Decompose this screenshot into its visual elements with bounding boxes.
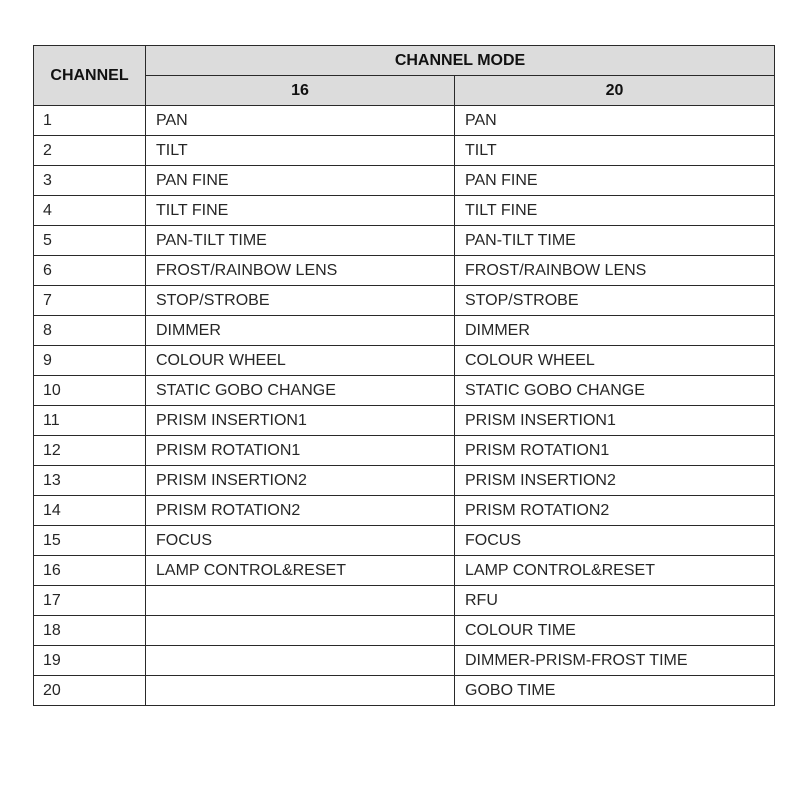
table-row <box>34 466 775 496</box>
mode-20-function-cell: TILT FINE <box>455 196 775 226</box>
mode-20-function-cell: FOCUS <box>455 526 775 556</box>
channel-number-cell: 14 <box>34 496 146 526</box>
mode-16-function-cell <box>146 616 455 646</box>
table-row <box>34 136 775 166</box>
mode-16-function-cell: FOCUS <box>146 526 455 556</box>
table-row <box>34 166 775 196</box>
channel-number-cell: 5 <box>34 226 146 256</box>
channel-number-cell: 20 <box>34 676 146 706</box>
mode-16-function-cell: PAN <box>146 106 455 136</box>
mode-20-function-cell: STATIC GOBO CHANGE <box>455 376 775 406</box>
table-row <box>34 226 775 256</box>
mode-16-function-cell: PRISM INSERTION1 <box>146 406 455 436</box>
table-row <box>34 346 775 376</box>
mode-16-function-cell: STOP/STROBE <box>146 286 455 316</box>
mode-20-function-cell: PRISM ROTATION1 <box>455 436 775 466</box>
dmx-channel-table <box>33 45 775 706</box>
mode-16-function-cell <box>146 646 455 676</box>
table-row <box>34 646 775 676</box>
table-row <box>34 556 775 586</box>
mode-20-function-cell: STOP/STROBE <box>455 286 775 316</box>
channel-column-header: CHANNEL <box>34 46 146 106</box>
channel-number-cell: 1 <box>34 106 146 136</box>
mode-20-function-cell: COLOUR WHEEL <box>455 346 775 376</box>
table-row <box>34 436 775 466</box>
mode-16-function-cell: TILT FINE <box>146 196 455 226</box>
table-body <box>34 106 775 706</box>
table-row <box>34 256 775 286</box>
mode-20-function-cell: PRISM INSERTION2 <box>455 466 775 496</box>
table-row <box>34 196 775 226</box>
header-row-modes <box>34 76 775 106</box>
mode-16-function-cell <box>146 676 455 706</box>
mode-20-function-cell: PRISM INSERTION1 <box>455 406 775 436</box>
mode-20-function-cell: PAN FINE <box>455 166 775 196</box>
table-row <box>34 616 775 646</box>
channel-number-cell: 11 <box>34 406 146 436</box>
mode-20-function-cell: GOBO TIME <box>455 676 775 706</box>
mode-16-function-cell: DIMMER <box>146 316 455 346</box>
mode-20-function-cell: DIMMER <box>455 316 775 346</box>
table-row <box>34 316 775 346</box>
mode-20-function-cell: RFU <box>455 586 775 616</box>
mode-16-function-cell: LAMP CONTROL&RESET <box>146 556 455 586</box>
channel-number-cell: 16 <box>34 556 146 586</box>
channel-number-cell: 10 <box>34 376 146 406</box>
table-row <box>34 406 775 436</box>
table-row <box>34 376 775 406</box>
table-header <box>34 46 775 106</box>
channel-number-cell: 19 <box>34 646 146 676</box>
channel-number-cell: 18 <box>34 616 146 646</box>
channel-number-cell: 9 <box>34 346 146 376</box>
mode-20-function-cell: PRISM ROTATION2 <box>455 496 775 526</box>
mode-16-function-cell <box>146 586 455 616</box>
channel-number-cell: 4 <box>34 196 146 226</box>
table-row <box>34 676 775 706</box>
mode-16-function-cell: PAN FINE <box>146 166 455 196</box>
mode-20-function-cell: TILT <box>455 136 775 166</box>
channel-number-cell: 15 <box>34 526 146 556</box>
mode-16-function-cell: TILT <box>146 136 455 166</box>
table-row <box>34 586 775 616</box>
channel-number-cell: 3 <box>34 166 146 196</box>
mode-20-function-cell: COLOUR TIME <box>455 616 775 646</box>
mode-16-function-cell: FROST/RAINBOW LENS <box>146 256 455 286</box>
mode-16-function-cell: STATIC GOBO CHANGE <box>146 376 455 406</box>
table-row <box>34 496 775 526</box>
table-row <box>34 286 775 316</box>
mode-20-function-cell: DIMMER-PRISM-FROST TIME <box>455 646 775 676</box>
table-row <box>34 106 775 136</box>
mode-20-header: 20 <box>455 76 775 106</box>
mode-20-function-cell: LAMP CONTROL&RESET <box>455 556 775 586</box>
mode-16-function-cell: PRISM ROTATION1 <box>146 436 455 466</box>
mode-16-function-cell: PRISM ROTATION2 <box>146 496 455 526</box>
channel-number-cell: 7 <box>34 286 146 316</box>
mode-16-header: 16 <box>146 76 455 106</box>
channel-number-cell: 2 <box>34 136 146 166</box>
mode-20-function-cell: PAN <box>455 106 775 136</box>
mode-20-function-cell: FROST/RAINBOW LENS <box>455 256 775 286</box>
channel-number-cell: 12 <box>34 436 146 466</box>
mode-16-function-cell: PRISM INSERTION2 <box>146 466 455 496</box>
mode-16-function-cell: PAN-TILT TIME <box>146 226 455 256</box>
channel-number-cell: 13 <box>34 466 146 496</box>
header-row-top <box>34 46 775 76</box>
table-row <box>34 526 775 556</box>
channel-number-cell: 6 <box>34 256 146 286</box>
channel-number-cell: 8 <box>34 316 146 346</box>
channel-mode-header: CHANNEL MODE <box>146 46 775 76</box>
mode-20-function-cell: PAN-TILT TIME <box>455 226 775 256</box>
channel-number-cell: 17 <box>34 586 146 616</box>
mode-16-function-cell: COLOUR WHEEL <box>146 346 455 376</box>
